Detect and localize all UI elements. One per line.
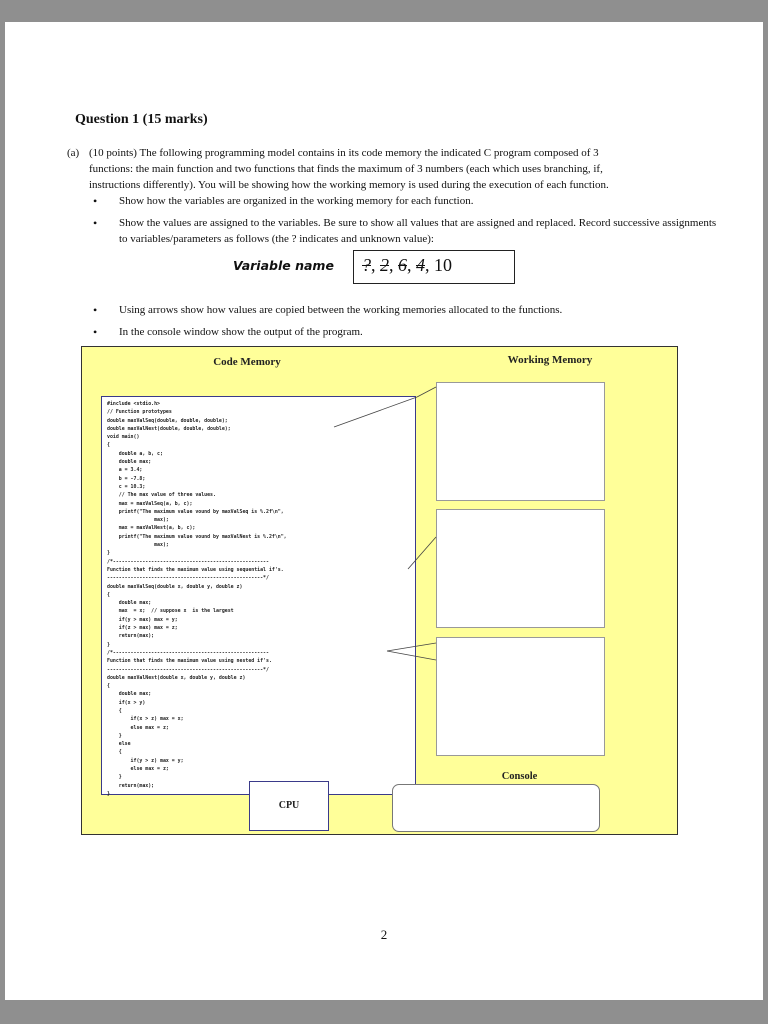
struck-value: 4: [416, 255, 425, 275]
part-label: (a): [67, 147, 80, 159]
code-line: #include <stdio.h>: [107, 401, 160, 407]
list-item: • Using arrows show how values are copied between the working memories allocated to the functions.: [93, 303, 563, 317]
list-item: • In the console window show the output of the program.: [93, 325, 363, 339]
code-line: if(z > max) max = z;: [107, 625, 178, 632]
working-memory-maxvalseq[interactable]: [436, 509, 605, 628]
variable-values: ?, 2, 6, 4, 10: [362, 255, 452, 275]
code-line: }: [107, 732, 122, 739]
part-text-line-3: instructions differently). You will be showing how the working memory is used during the execution of each function.: [89, 179, 609, 191]
list-item: • Show how the variables are organized in the working memory for each function.: [93, 194, 474, 208]
bullet-icon: •: [93, 216, 98, 230]
code-line: else max = z;: [107, 766, 169, 773]
pointer-line-main-2: [417, 387, 436, 397]
code-listing: [107, 400, 287, 798]
code-line: if(y > max) max = y;: [107, 616, 178, 623]
code-line: max);: [107, 542, 169, 549]
list-item: • Show the values are assigned to the variables. Be sure to show all values that are assigned and replaced. Record successive assignments to variables/parameters as follows (the ? indicates and unknown value):: [93, 216, 717, 245]
cpu-label: CPU: [278, 800, 300, 811]
part-text-line-2: functions: the main function and two functions that finds the maximum of 3 numbers (each which uses branching, if,: [89, 163, 603, 175]
question-part-a: [67, 145, 707, 193]
working-memory-maxvalnest[interactable]: [436, 637, 605, 756]
code-line: return(max);: [107, 633, 155, 640]
bullet-icon: •: [93, 303, 98, 317]
code-line: }: [107, 790, 110, 797]
variable-value-box: [353, 250, 515, 284]
part-text-line-1: (10 points) The following programming model contains in its code memory the indicated C program composed of 3: [89, 147, 599, 159]
code-line: else: [107, 741, 131, 748]
struck-value: 2: [380, 255, 389, 275]
code-line: void main(): [107, 434, 140, 441]
code-line: }: [107, 774, 122, 781]
working-memory-title: Working Memory: [507, 354, 593, 366]
programming-model-diagram: [81, 346, 678, 835]
code-line: double maxValSeq(double, double, double);: [107, 417, 228, 424]
code-line: double maxValNest(double x, double y, double z): [107, 674, 246, 681]
code-line: a = 3.4;: [107, 467, 143, 474]
code-line: max = maxValNest(a, b, c);: [107, 525, 196, 532]
code-line: if(x > z) max = x;: [107, 716, 184, 723]
code-line: {: [107, 683, 110, 690]
code-line: max);: [107, 517, 169, 524]
code-line: -----------------------------------------------------*/: [107, 666, 269, 673]
struck-value: 6: [398, 255, 407, 275]
bullet-icon: •: [93, 194, 98, 208]
code-line: if(y > z) max = y;: [107, 757, 184, 764]
code-line: max = x; // suppose x is the largest: [107, 608, 234, 615]
code-line: // Function prototypes: [107, 409, 172, 416]
code-line: b = -7.8;: [107, 475, 146, 482]
code-line: {: [107, 591, 110, 598]
code-line: double max;: [107, 691, 152, 698]
code-line: {: [107, 707, 122, 714]
code-line: double max;: [107, 459, 152, 466]
code-line: -----------------------------------------------------*/: [107, 575, 269, 582]
working-memory-main[interactable]: [436, 382, 605, 501]
instruction-list-top: [91, 193, 721, 247]
bullet-icon: •: [93, 325, 98, 339]
code-line: c = 10.3;: [107, 483, 146, 490]
variable-name-label: Variable name: [233, 258, 334, 273]
code-line: double max;: [107, 600, 152, 607]
code-line: double maxValNest(double, double, double);: [107, 425, 231, 432]
final-value: 10: [434, 255, 452, 275]
question-title: Question 1 (15 marks): [75, 112, 208, 127]
console-title: Console: [501, 771, 538, 782]
code-line: double a, b, c;: [107, 450, 163, 457]
code-line: return(max);: [107, 782, 155, 789]
code-line: Function that finds the maximum value using sequential if's.: [107, 566, 284, 573]
code-line: }: [107, 641, 110, 648]
code-line: if(x > y): [107, 699, 146, 706]
page-number: 2: [380, 927, 388, 942]
document-page: [5, 22, 763, 1000]
code-memory-title: Code Memory: [213, 356, 281, 368]
code-memory-box: [101, 396, 416, 795]
cpu-box: [249, 781, 329, 831]
code-line: /*-----------------------------------------------------: [107, 649, 269, 656]
code-line: {: [107, 749, 122, 756]
code-line: }: [107, 550, 110, 557]
console-window[interactable]: [392, 784, 600, 832]
code-line: double maxValSeq(double x, double y, double z): [107, 583, 243, 590]
code-line: /*-----------------------------------------------------: [107, 558, 269, 565]
code-line: max = maxValSeq(a, b, c);: [107, 500, 193, 507]
code-line: printf("The maximum value vound by maxValNest is %.2f\n",: [107, 533, 287, 540]
code-line: printf("The maximum value vound by maxValSeq is %.2f\n",: [107, 508, 284, 515]
instruction-list-bottom: [91, 302, 721, 340]
struck-value: ?: [362, 255, 371, 275]
code-line: {: [107, 442, 110, 449]
code-line: else max = z;: [107, 724, 169, 731]
code-line: Function that finds the maximum value using nested if's.: [107, 658, 272, 665]
code-line: // The max value of three values.: [107, 492, 216, 499]
